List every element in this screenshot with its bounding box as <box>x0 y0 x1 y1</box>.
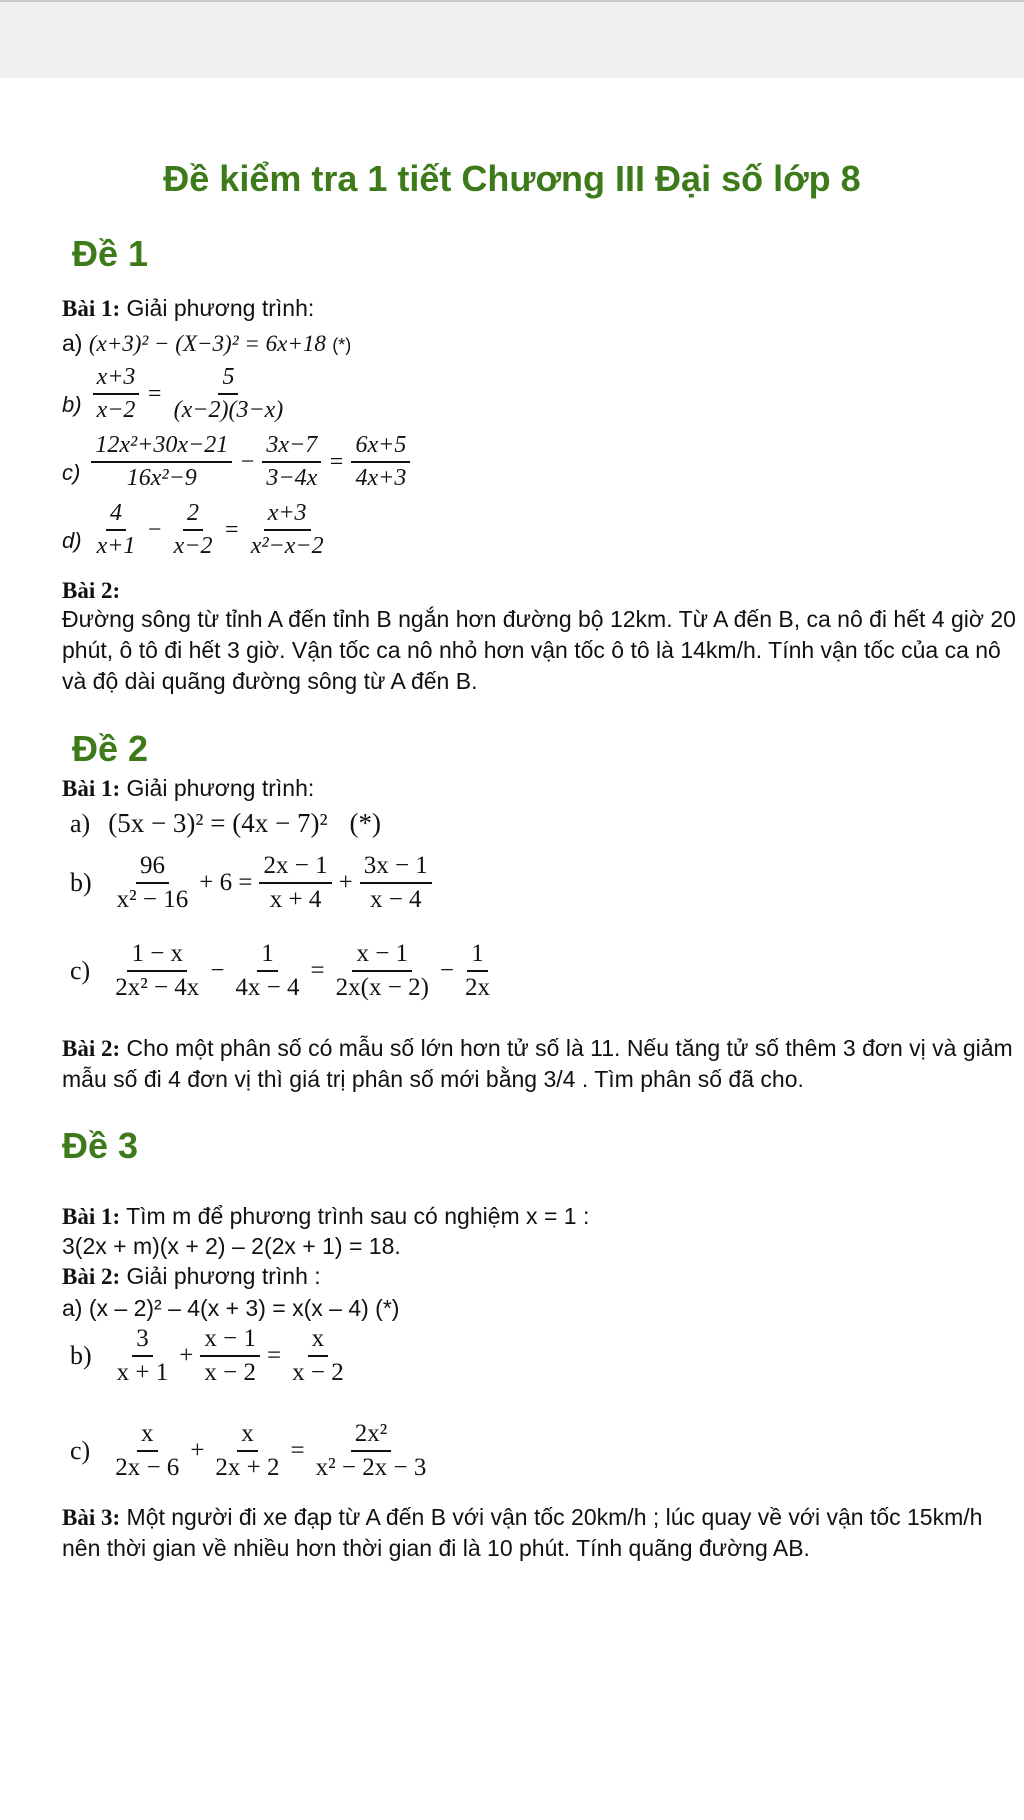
de1-eq-d: d) $\frac{4}{x+1}$ − $\frac{2}{x-2}$ = $\frac{x+3}{\text{x²−x−2}}$ <box>62 500 331 560</box>
de3-bai2-text: Giải phương trình : <box>120 1263 321 1289</box>
de1-c-f2-num: 3x−7 <box>262 432 321 463</box>
de1-d-f3-den: x²−x−2 <box>250 533 324 559</box>
de1-a-label: a) <box>62 330 83 356</box>
de3-c-f3-num: 2x² <box>351 1420 392 1452</box>
de1-b-f2-num: 5 <box>218 364 238 395</box>
de3-b-f2-num: x − 1 <box>200 1325 260 1357</box>
de3-eq-c: c) $\frac{x}{2x - 6}$ + $\frac{x}{2x + 2}$ = $\frac{\text{2x²}}{\text{x² − 2x − 3}}$ <box>62 1420 433 1482</box>
de2-bai2-text: Cho một phân số có mẫu số lớn hơn tử số là 11. Nếu tăng tử số thêm 3 đơn vị và giảm mẫu số đi 4 đơn vị thì giá trị phân số mới bằng 3/4 . Tìm phân số đã cho. <box>62 1035 1013 1092</box>
de3-c-label: c) <box>70 1436 91 1465</box>
de3-bai3-text: Một người đi xe đạp từ A đến B với vận tốc 20km/h ; lúc quay về với vận tốc 15km/h nên thời gian về nhiều hơn thời gian đi là 10 phút. Tính quãng đường AB. <box>62 1504 983 1561</box>
viewer-toolbar <box>0 0 1024 78</box>
de1-d-f2-den: x−2 <box>173 533 213 559</box>
de2-b-label: b) <box>70 868 92 897</box>
de2-c-f2-den: 4x − 4 <box>235 974 300 1001</box>
de2-c-f3-num: x − 1 <box>352 940 412 972</box>
de2-b-f1-den: x² − 16 <box>116 886 189 913</box>
de3-a-equation: (x – 2)² – 4(x + 3) = x(x – 4) (*) <box>88 1295 400 1321</box>
de3-b-f3-num: x <box>308 1325 329 1357</box>
de3-b-f3-den: x − 2 <box>292 1359 344 1386</box>
de3-c-f1-den: 2x − 6 <box>115 1454 180 1481</box>
de2-eq-c: c) $\frac{1 - x}{\text{2x² − 4x}}$ − $\frac{1}{4x - 4}$ = $\frac{x - 1}{2x(x - 2)}$ − $\frac{1}{2x}$ <box>62 940 497 1002</box>
de1-a-star: (*) <box>332 335 352 355</box>
de3-bai2 <box>62 1263 321 1290</box>
de3-bai1-label: Bài 1: <box>62 1204 121 1229</box>
de3-a-label: a) <box>62 1295 83 1321</box>
de1-c-f1-num: 12x²+30x−21 <box>91 432 232 463</box>
de2-c-f3-den: 2x(x − 2) <box>335 974 429 1001</box>
de3-b-label: b) <box>70 1341 92 1370</box>
de1-b-label: b) <box>62 392 82 417</box>
de2-eq-a <box>62 808 381 839</box>
de1-d-label: d) <box>62 528 82 553</box>
de2-a-label: a) <box>70 808 91 838</box>
de3-c-f1-num: x <box>137 1420 158 1452</box>
de3-c-f2-num: x <box>237 1420 258 1452</box>
de1-c-f3-den: 4x+3 <box>355 465 407 491</box>
de1-bai2-text: Đường sông từ tỉnh A đến tỉnh B ngắn hơn đường bộ 12km. Từ A đến B, ca nô đi hết 4 giờ 20 phút, ô tô đi hết 3 giờ. Vận tốc ca nô nhỏ hơn vận tốc ô tô là 14km/h. Tính vận tốc của ca nô và độ dài quãng đường sông từ A đến B. <box>62 606 1016 694</box>
de1-heading: Đề 1 <box>72 233 149 274</box>
de3-b-f2-den: x − 2 <box>204 1359 256 1386</box>
de3-bai3-label: Bài 3: <box>62 1505 121 1530</box>
de1-a-equation: (x+3)² − (X−3)² = 6x+18 <box>88 331 326 356</box>
de3-bai1 <box>62 1203 589 1230</box>
de1-d-f1-den: x+1 <box>96 533 136 559</box>
de3-bai1-equation: 3(2x + m)(x + 2) – 2(2x + 1) = 18. <box>62 1233 401 1259</box>
de1-c-f2-den: 3−4x <box>266 465 318 491</box>
de3-c-f2-den: 2x + 2 <box>215 1454 280 1481</box>
de3-eq-a <box>62 1295 399 1322</box>
de2-bai2-label: Bài 2: <box>62 1036 121 1061</box>
de2-b-f2-num: 2x − 1 <box>259 852 331 884</box>
de1-c-label: c) <box>62 460 81 485</box>
de2-b-f2-den: x + 4 <box>269 886 322 913</box>
de2-a-equation: (5x − 3)² = (4x − 7)² <box>108 808 328 838</box>
de2-c-f4-num: 1 <box>467 940 488 972</box>
de1-c-f1-den: 16x²−9 <box>126 465 197 491</box>
de2-c-f1-den: 2x² − 4x <box>115 974 200 1001</box>
de1-b-f1-num: x+3 <box>93 364 140 395</box>
de1-b-f2-den: (x−2)(3−x) <box>173 397 284 423</box>
de2-bai1-text: Giải phương trình: <box>120 775 315 801</box>
de1-bai2-label: Bài 2: <box>62 578 121 603</box>
de1-bai1-text: Giải phương trình: <box>120 295 315 321</box>
page-title: Đề kiểm tra 1 tiết Chương III Đại số lớp 8 <box>163 158 861 199</box>
de3-eq-b: b) $\frac{3}{x + 1}$ + $\frac{x - 1}{x - 2}$ = $\frac{x}{x - 2}$ <box>62 1325 351 1387</box>
de1-d-f3-num: x+3 <box>264 500 311 531</box>
de2-heading: Đề 2 <box>72 728 149 769</box>
de3-bai3 <box>62 1502 1022 1564</box>
de2-c-f4-den: 2x <box>465 974 490 1001</box>
de1-d-f1-num: 4 <box>106 500 126 531</box>
de1-bai1 <box>62 295 314 322</box>
de2-c-f1-num: 1 − x <box>127 940 187 972</box>
de1-d-f2-num: 2 <box>183 500 203 531</box>
de2-b-f1-num: 96 <box>136 852 169 884</box>
de2-b-f3-num: 3x − 1 <box>360 852 432 884</box>
de1-bai2-label-line <box>62 577 120 604</box>
de2-b-f3-den: x − 4 <box>369 886 422 913</box>
de3-b-f1-den: x + 1 <box>116 1359 169 1386</box>
de2-b-mid: + 6 = <box>199 869 253 896</box>
de3-bai2-label: Bài 2: <box>62 1264 121 1289</box>
de2-bai2 <box>62 1033 1022 1095</box>
de1-b-f1-den: x−2 <box>96 397 136 423</box>
de3-c-f3-den: x² − 2x − 3 <box>315 1454 427 1481</box>
de1-eq-c: c) $\frac{\text{12x²+30x−21}}{\text{16x²−9}}$ − $\frac{3x-7}{3-4x}$ = $\frac{6x+5}{4x+3}$ <box>62 432 413 492</box>
de1-eq-b: b) $\frac{x+3}{x-2}$ = $\frac{5}{(x-2)(3-x)}$ <box>62 364 290 424</box>
de2-a-star: (*) <box>349 808 382 838</box>
de2-bai1-label: Bài 1: <box>62 776 121 801</box>
de1-bai1-label: Bài 1: <box>62 296 121 321</box>
de2-eq-b: b) $\frac{96}{\text{x² − 16}}$ + 6 = $\frac{2x - 1}{x + 4}$ + $\frac{3x - 1}{x - 4}$ <box>62 852 435 914</box>
de2-c-f2-num: 1 <box>257 940 278 972</box>
de1-c-f3-num: 6x+5 <box>351 432 410 463</box>
de1-eq-a <box>62 330 351 357</box>
de2-bai1 <box>62 775 314 802</box>
de3-heading: Đề 3 <box>62 1125 139 1166</box>
de3-bai1-text: Tìm m để phương trình sau có nghiệm x = 1 : <box>120 1203 590 1229</box>
de2-c-label: c) <box>70 956 91 985</box>
de3-b-f1-num: 3 <box>132 1325 153 1357</box>
